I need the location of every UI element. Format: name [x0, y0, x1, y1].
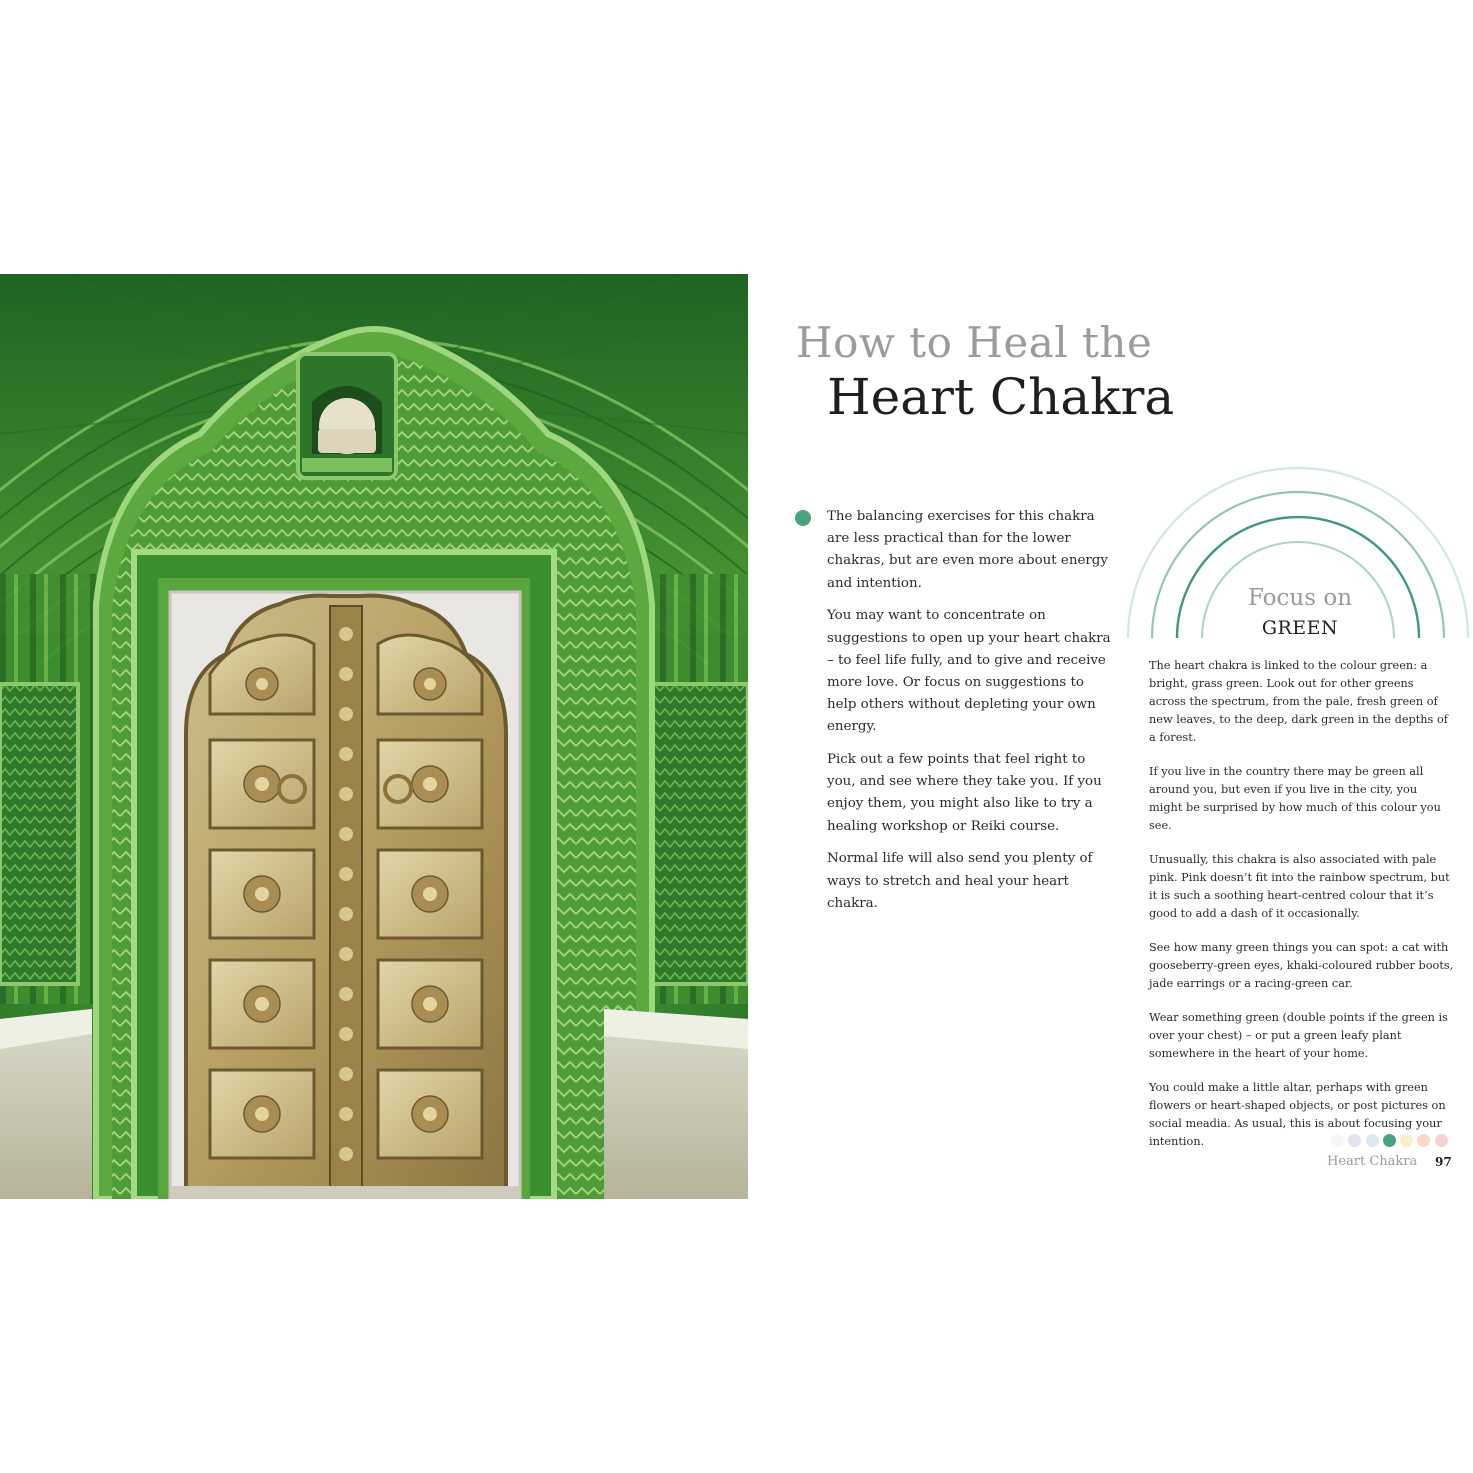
main-paragraph: The balancing exercises for this chakra are less practical than for the lower chakras, but are even more about energy and intention. — [827, 509, 1108, 591]
chakra-dot-throat — [1366, 1134, 1379, 1147]
side-paragraph: The heart chakra is linked to the colour green: a bright, grass green. Look out for other greens across the spectrum, from the pale, fresh green of new leaves, to the deep, dark green in the depths of a forest. — [1149, 659, 1448, 744]
side-paragraph: You could make a little altar, perhaps with green flowers or heart-shaped objects, or post pictures on social meadia. As usual, this is about focusing your intention. — [1149, 1081, 1446, 1148]
main-paragraph: Pick out a few points that feel right to you, and see where they take you. If you enjoy them, you might also like to try a healing workshop or Reiki course. — [827, 752, 1102, 834]
title-line-1: How to Heal the — [796, 318, 1153, 367]
page-title: Heart Chakra — [827, 368, 1175, 426]
side-paragraph: See how many green things you can spot: a cat with gooseberry-green eyes, khaki-coloured rubber boots, jade earrings or a racing-green car. — [1149, 941, 1454, 990]
focus-label: Focus on — [1247, 585, 1353, 611]
side-paragraph: Wear something green (double points if the green is over your chest) – or put a green leafy plant somewhere in the heart of your home. — [1149, 1011, 1448, 1060]
chakra-dot-sacral — [1417, 1134, 1430, 1147]
side-paragraph: If you live in the country there may be green all around you, but even if you live in the city, you might be surprised by how much of this colour you see. — [1149, 765, 1441, 832]
chakra-dot-third-eye — [1348, 1134, 1361, 1147]
main-paragraph: Normal life will also send you plenty of ways to stretch and heal your heart chakra. — [827, 851, 1093, 911]
chakra-color-dots — [1331, 1134, 1448, 1148]
focus-color-name: GREEN — [1261, 617, 1339, 639]
side-text-column — [1149, 657, 1454, 1167]
side-paragraph: Unusually, this chakra is also associated with pale pink. Pink doesn’t fit into the rainbow spectrum, but it is such a soothing heart-centred colour that it’s good to add a dash of it occasionally. — [1149, 853, 1450, 920]
main-text-column — [827, 506, 1117, 925]
main-paragraph: You may want to concentrate on suggestions to open up your heart chakra – to feel life fully, and to give and receive more love. Or focus on suggestions to help others without depleting your own energy. — [827, 608, 1111, 735]
running-footer: Heart Chakra — [1327, 1154, 1418, 1169]
green-bullet-dot — [795, 510, 811, 526]
page-number: 97 — [1435, 1155, 1452, 1169]
chakra-dot-heart — [1383, 1134, 1396, 1147]
chakra-dot-root — [1435, 1134, 1448, 1147]
chakra-dot-solar-plexus — [1400, 1134, 1413, 1147]
chakra-dot-crown — [1331, 1134, 1344, 1147]
green-archway-door-photo — [0, 274, 748, 1199]
